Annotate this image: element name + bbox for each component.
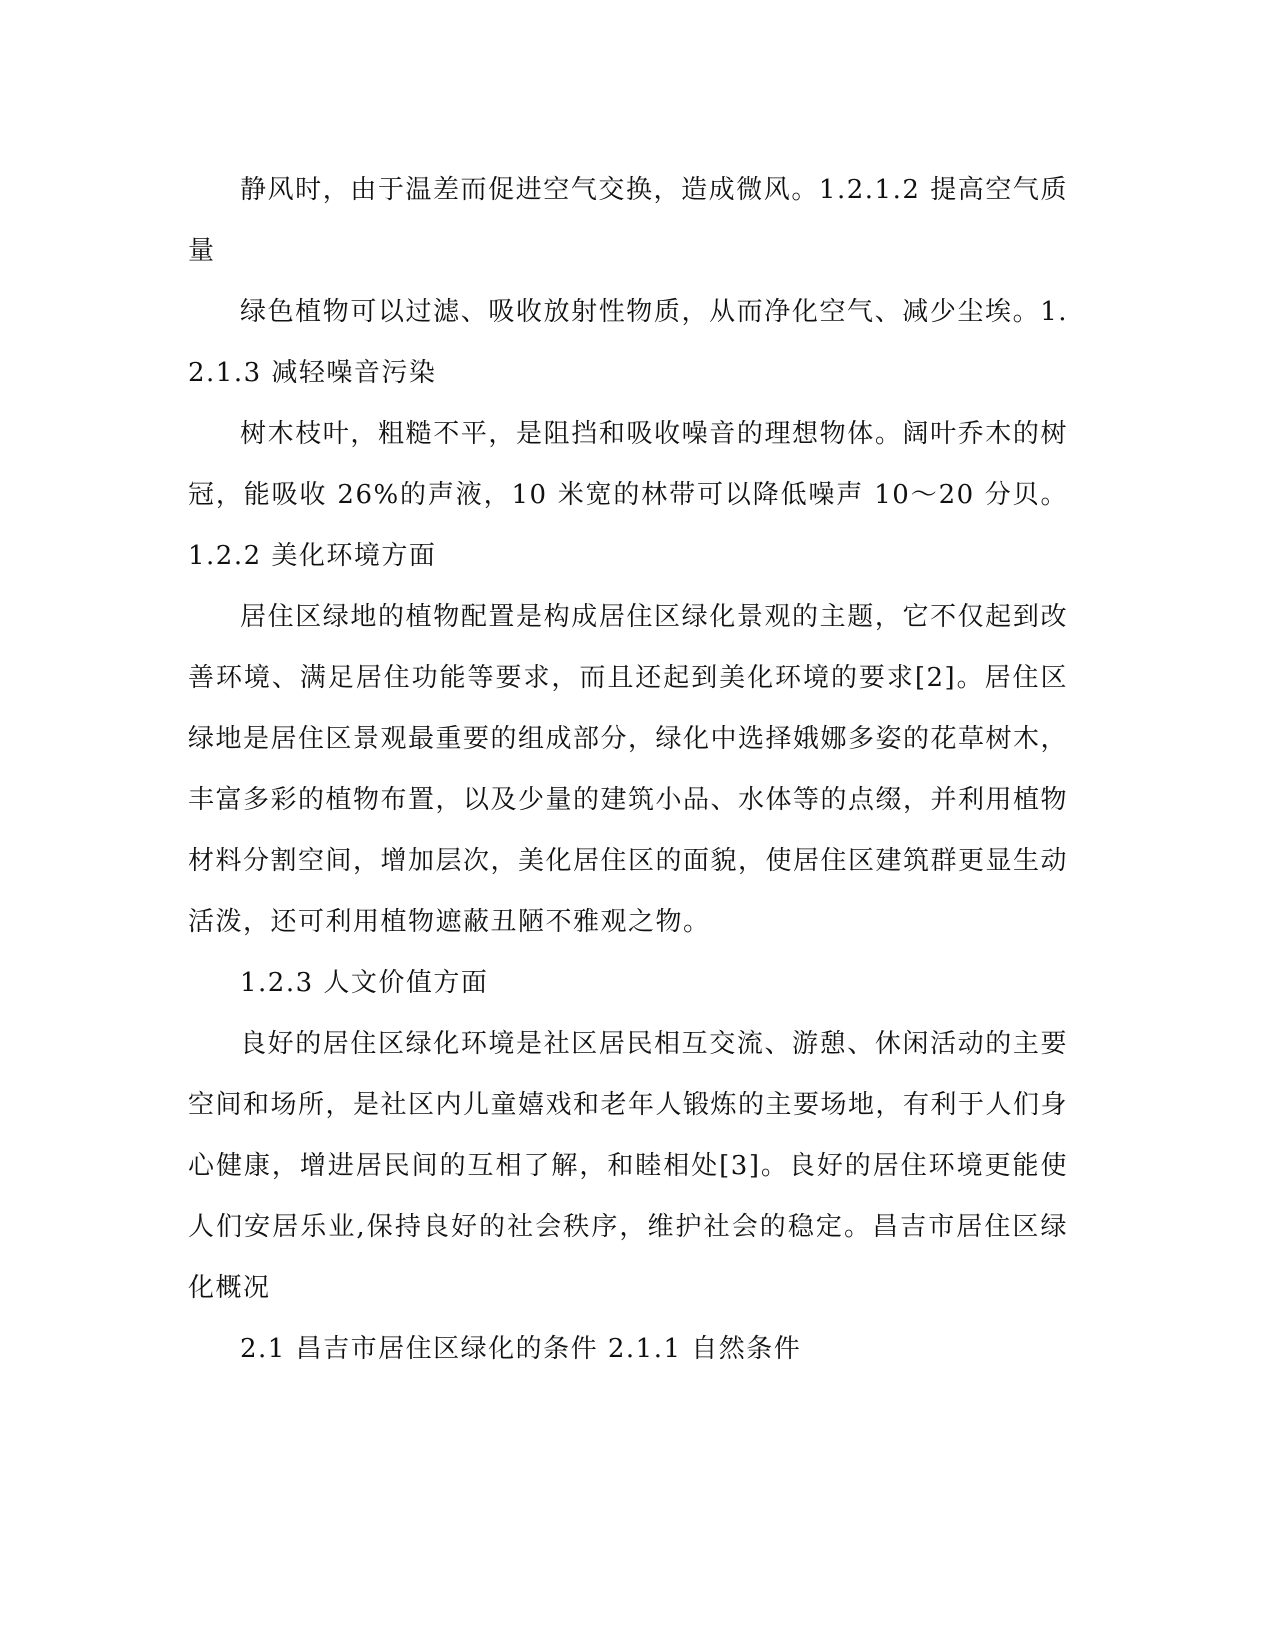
heading-cultural-value: 1.2.3 人文价值方面 [240, 968, 489, 998]
document-body [188, 160, 1068, 1380]
paragraph-air-quality: 绿色植物可以过滤、吸收放射性物质，从而净化空气、减少尘埃。1.2.1.3 减轻噪音污染 [188, 297, 1068, 388]
paragraph-beautify-environment: 居住区绿地的植物配置是构成居住区绿化景观的主题，它不仅起到改善环境、满足居住功能等要求，而且还起到美化环境的要求[2]。居住区绿地是居住区景观最重要的组成部分，绿化中选择娥娜多姿的花草树木，丰富多彩的植物布置，以及少量的建筑小品、水体等的点缀，并利用植物材料分割空间，增加层次，美化居住区的面貌，使居住区建筑群更显生动活泼，还可利用植物遮蔽丑陋不雅观之物。 [188, 602, 1069, 937]
heading-greening-conditions: 2.1 昌吉市居住区绿化的条件 2.1.1 自然条件 [240, 1334, 802, 1364]
paragraph-cultural-value: 良好的居住区绿化环境是社区居民相互交流、游憩、休闲活动的主要空间和场所，是社区内儿童嬉戏和老年人锻炼的主要场地，有利于人们身心健康，增进居民间的互相了解，和睦相处[3]。良好的居住环境更能使人们安居乐业,保持良好的社会秩序，维护社会的稳定。昌吉市居住区绿化概况 [188, 1029, 1069, 1303]
paragraph-noise-reduction: 树木枝叶，粗糙不平，是阻挡和吸收噪音的理想物体。阔叶乔木的树冠，能吸收 26%的声液，10 米宽的林带可以降低噪声 10～20 分贝。1.2.2 美化环境方面 [188, 419, 1068, 571]
paragraph-air-exchange: 静风时，由于温差而促进空气交换，造成微风。1.2.1.2 提高空气质量 [188, 175, 1068, 266]
